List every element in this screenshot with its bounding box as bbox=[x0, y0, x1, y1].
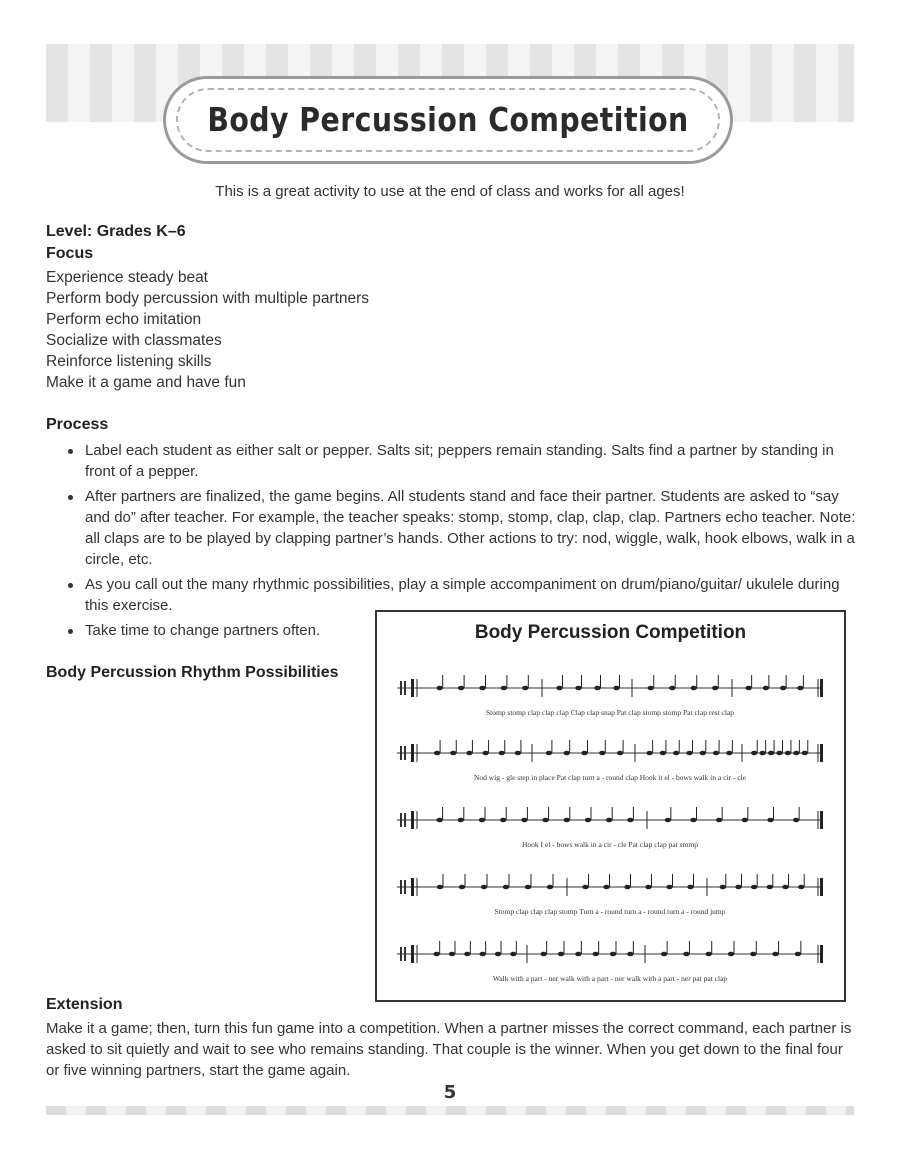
rhythm-score-figure bbox=[375, 610, 846, 1002]
rhythm-staff-line bbox=[397, 740, 823, 762]
page-title: Body Percussion Competition bbox=[207, 100, 689, 139]
rhythm-lyric-line: Hook I el - bows walk in a cir - cle Pat clap clap pat stomp bbox=[522, 840, 698, 849]
focus-item: Reinforce listening skills bbox=[46, 353, 212, 370]
rhythm-lyric-line: Stomp stomp clap clap clap Clap clap snap Pat clap stomp stomp Pat clap rest clap bbox=[485, 708, 735, 717]
focus-item: Perform body percussion with multiple partners bbox=[46, 290, 370, 307]
focus-heading: Focus bbox=[46, 245, 94, 262]
process-heading: Process bbox=[46, 416, 109, 433]
focus-list bbox=[46, 267, 369, 393]
level-line: Level: Grades K–6 bbox=[46, 223, 186, 240]
focus-item: Experience steady beat bbox=[46, 269, 208, 286]
focus-item: Socialize with classmates bbox=[46, 332, 222, 349]
extension-text: Make it a game; then, turn this fun game into a competition. When a partner misses the correct command, each partner is asked to sit quietly and wait to see who remains standing. That couple is the winner. When you get down to the final four or five winning partners, start the game again. bbox=[46, 1020, 852, 1079]
rhythm-staff-line bbox=[397, 807, 823, 829]
rhythm-notation bbox=[377, 612, 844, 1000]
rhythm-staff-line bbox=[397, 675, 823, 697]
intro-text: This is a great activity to use at the end of class and works for all ages! bbox=[215, 183, 685, 200]
title-banner bbox=[163, 76, 733, 164]
process-item: Take time to change partners often. bbox=[66, 620, 347, 641]
process-item: As you call out the many rhythmic possibilities, play a simple accompaniment on drum/piano/guitar/ ukulele during this exercise. bbox=[66, 574, 856, 616]
footer-stripe-band bbox=[46, 1106, 854, 1115]
focus-item: Make it a game and have fun bbox=[46, 374, 246, 391]
rhythm-lyric-line: Nod wig - gle step in place Pat clap turn a - round clap Hook it el - bows walk in a cir - cle bbox=[473, 773, 747, 782]
rhythm-staff-line bbox=[397, 874, 823, 896]
rhythm-lyric-line: Walk with a part - ner walk with a part - ner walk with a part - ner pat pat clap bbox=[492, 974, 728, 983]
extension-heading: Extension bbox=[46, 996, 123, 1013]
focus-item: Perform echo imitation bbox=[46, 311, 202, 328]
process-item: Label each student as either salt or pepper. Salts sit; peppers remain standing. Salts find a partner by standing in front of a pepper. bbox=[66, 440, 856, 482]
rhythm-heading: Body Percussion Rhythm Possibilities bbox=[46, 664, 339, 681]
rhythm-lyric-line: Stomp clap clap clap stomp Turn a - round turn a - round turn a - round jump bbox=[494, 907, 726, 916]
rhythm-staff-line bbox=[397, 941, 823, 963]
score-title: Body Percussion Competition bbox=[474, 622, 747, 643]
page-number: 5 bbox=[443, 1082, 457, 1103]
process-item: After partners are finalized, the game begins. All students stand and face their partner. Students are asked to “say and do” after teacher. For example, the teacher speaks: stomp, stomp, clap, clap, clap. Partners echo teacher. Note: all claps are to be played by clapping partner’s hands. Other actions to try: nod, wiggle, walk, hook elbows, walk in a circle, etc. bbox=[66, 486, 856, 570]
